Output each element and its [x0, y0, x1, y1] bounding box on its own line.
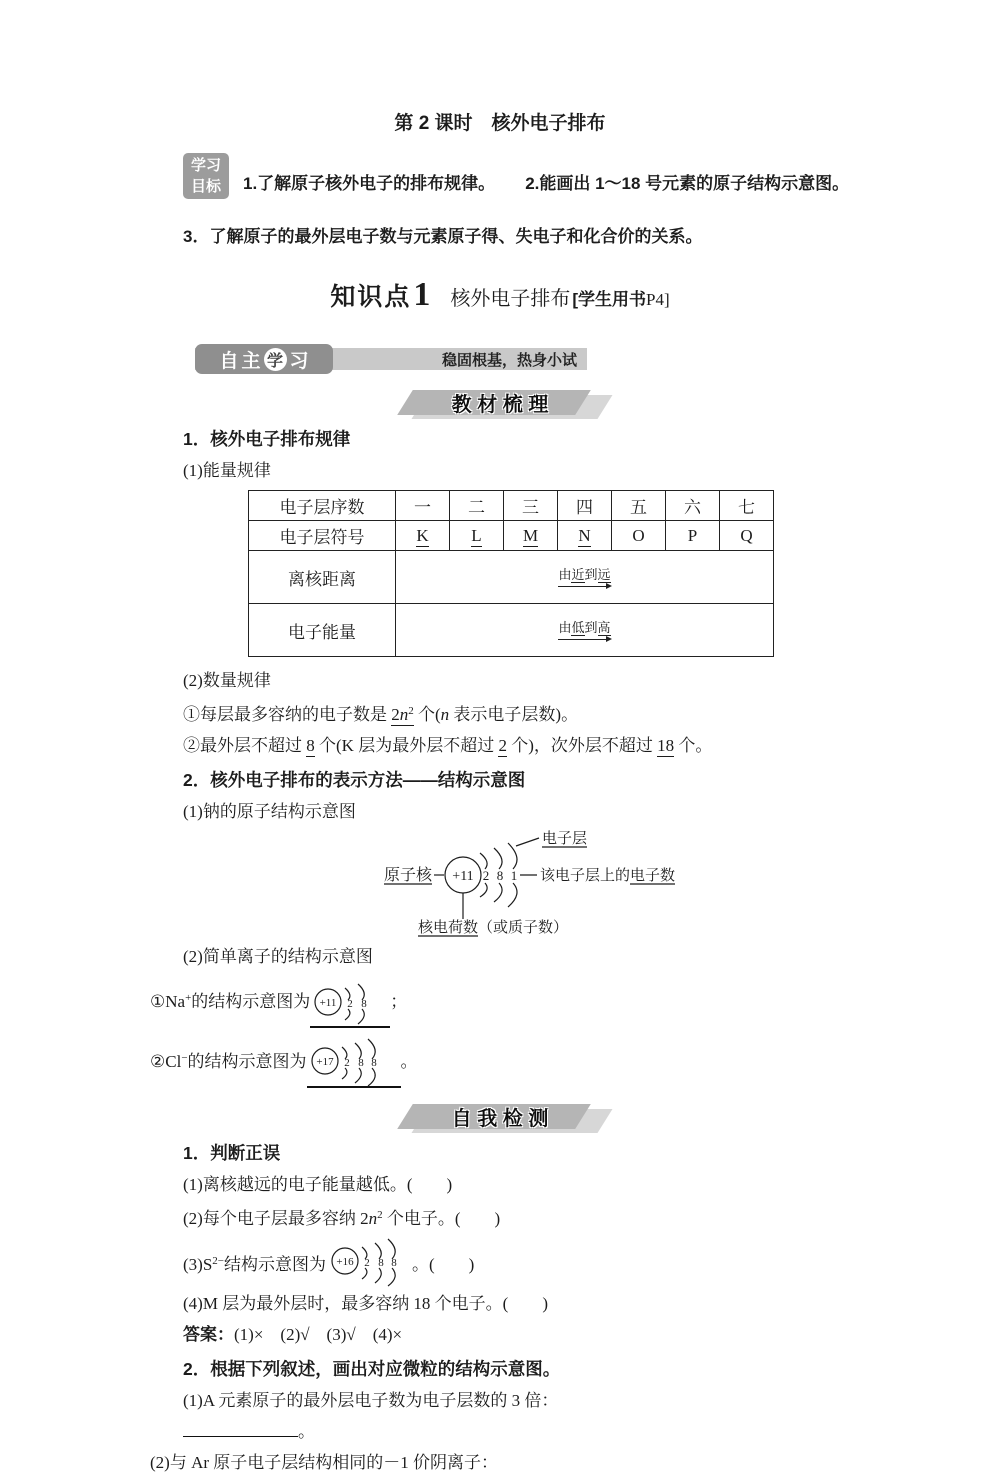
cell-shell-1: 一 — [396, 491, 450, 521]
cl-ion-pre: ②Cl — [150, 1052, 182, 1071]
knowledge-point-label: 知识点 — [330, 283, 412, 311]
cl-ion-answer-blank — [307, 1036, 401, 1088]
cell-shell-2: 二 — [450, 491, 504, 521]
cl-ion-mid: 的结构示意图为 — [187, 1052, 307, 1071]
cl-ion-end: 。 — [400, 1052, 418, 1071]
cl-ion-nucleus-charge: +17 — [315, 1056, 334, 1068]
cl-ion-charge-sign: − — [181, 1052, 188, 1064]
cell-shell-5: 五 — [612, 491, 666, 521]
objectives-block — [183, 153, 850, 199]
trend-pre: 由 — [558, 619, 572, 635]
na-ion-line — [150, 978, 850, 1028]
s-shell-2: 8 — [378, 1257, 384, 1269]
draw-question-1: (1)A 元素原子的最外层电子数为电子层数的 3 倍： — [183, 1391, 559, 1410]
charge-label: 核电荷数（或质子数） — [418, 920, 569, 936]
q2-pre: (2)每个电子层最多容纳 2 — [183, 1209, 369, 1228]
cell-shell-6: 六 — [666, 491, 720, 521]
judge-question-1: (1)离核越远的电子能量越低。( ) — [183, 1175, 453, 1194]
section-title-selftest: 自 我 检 测 — [451, 1108, 549, 1130]
knowledge-point-title: 核外电子排布 — [450, 288, 571, 310]
q3-pre: (3)S — [183, 1255, 213, 1274]
rule2-s1: ②最外层不超过 — [183, 736, 307, 755]
cell-symbol-K — [396, 521, 450, 551]
cl-shell-1: 2 — [343, 1057, 350, 1069]
selftest-heading-2: 2．根据下列叙述，画出对应微粒的结构示意图。 — [183, 1359, 561, 1379]
rule1-mid: 个( — [413, 705, 441, 724]
distance-trend — [558, 567, 612, 591]
na-shell-1: 2 — [347, 998, 354, 1010]
objective-3: 3．了解原子的最外层电子数与元素原子得、失电子和化合价的关系。 — [183, 227, 703, 246]
shell-1-count: 2 — [482, 868, 490, 883]
table-row-distance — [249, 551, 774, 604]
right-arrow-icon — [558, 583, 612, 591]
symbol-Q: Q — [720, 521, 774, 551]
table-row-shell-number — [249, 491, 774, 521]
page-title: 第 2 课时 核外电子排布 — [394, 113, 606, 134]
row-header-shell-number: 电子层序数 — [249, 491, 396, 521]
rule1-pre: ①每层最多容纳的电子数是 — [183, 705, 392, 724]
rule2-answer-18: 18 — [657, 736, 675, 755]
shell-arc-1 — [480, 853, 487, 869]
formula-var: n — [399, 705, 409, 724]
na-ion-structure-diagram — [312, 978, 378, 1026]
cl-shell-2: 8 — [357, 1057, 364, 1069]
rule1-formula — [391, 705, 414, 726]
draw-question-2: (2)与 Ar 原子电子层结构相同的－1 价阴离子： — [150, 1453, 499, 1472]
na-shell-2: 8 — [361, 998, 368, 1010]
self-study-banner — [195, 344, 850, 374]
formula-coeff: 2 — [391, 705, 400, 724]
right-arrow-icon — [558, 636, 612, 644]
row-header-distance: 离核距离 — [249, 551, 396, 604]
cell-symbol-L — [450, 521, 504, 551]
knowledge-point-number: 1 — [413, 276, 431, 313]
table-row-shell-symbol — [249, 521, 774, 551]
symbol-P: P — [666, 521, 720, 551]
cell-shell-7: 七 — [720, 491, 774, 521]
answer-blank-line — [183, 1418, 298, 1437]
blank-end-punct: 。 — [298, 1422, 315, 1441]
shell-arc-2 — [494, 848, 502, 869]
trend-answer-2: 远 — [597, 566, 611, 582]
q3-mid: 结构示意图为 — [224, 1255, 326, 1274]
q3-charge-sign: 2− — [212, 1255, 224, 1267]
review-heading-2: 2．核外电子排布的表示方法——结构示意图 — [183, 770, 526, 790]
section-header-review — [405, 390, 595, 418]
section-title-review: 教 材 梳 理 — [451, 394, 549, 416]
shell-3-count: 1 — [510, 868, 518, 883]
quantity-rule-2 — [183, 732, 850, 759]
cl-ion-line — [150, 1036, 850, 1088]
study-goal-badge — [183, 153, 229, 199]
energy-trend — [558, 620, 612, 644]
sodium-diagram-label: (1)钠的原子结构示意图 — [183, 802, 356, 821]
section-header-selftest — [405, 1104, 595, 1132]
energy-rule-label: (1)能量规律 — [183, 461, 271, 480]
trend-answer-2: 高 — [597, 619, 611, 635]
cl-ion-structure-diagram — [309, 1036, 389, 1086]
cell-symbol-N — [558, 521, 612, 551]
q3-end: 。( ) — [412, 1255, 475, 1274]
judge-question-3 — [183, 1236, 850, 1286]
objective-1: 1.了解原子核外电子的排布规律。 — [243, 174, 496, 193]
symbol-M: M — [522, 525, 539, 545]
rule2-answer-8: 8 — [306, 736, 315, 755]
answer-label: 答案： — [183, 1325, 234, 1344]
q2-post: 个电子。( ) — [382, 1209, 501, 1228]
q2-var: n — [368, 1209, 378, 1228]
cell-distance-trend — [396, 551, 774, 604]
ion-diagram-label: (2)简单离子的结构示意图 — [183, 947, 373, 966]
objectives-line1 — [243, 153, 849, 197]
rule1-post: 表示电子层数)。 — [449, 705, 579, 724]
knowledge-point-heading — [150, 276, 850, 314]
judge-question-4: (4)M 层为最外层时，最多容纳 18 个电子。( ) — [183, 1294, 549, 1313]
rule2-s3: 个)，次外层不超过 — [506, 736, 658, 755]
rule2-s2: 个(K 层为最外层不超过 — [314, 736, 499, 755]
answer-values: (1)× (2)√ (3)√ (4)× — [234, 1325, 403, 1344]
nucleus-label: 原子核 — [384, 867, 433, 884]
na-ion-charge-sign: + — [185, 992, 192, 1004]
na-ion-answer-blank — [310, 978, 390, 1028]
electron-count-label: 该电子层上的电子数 — [540, 868, 676, 884]
cell-shell-3: 三 — [504, 491, 558, 521]
shell-2-count: 8 — [496, 868, 504, 883]
symbol-K: K — [416, 525, 429, 545]
trend-mid: 到 — [584, 566, 598, 582]
badge-line1: 学习 — [190, 157, 221, 174]
electron-shell-table — [248, 490, 774, 657]
row-header-shell-symbol: 电子层符号 — [249, 521, 396, 551]
cell-symbol-M — [504, 521, 558, 551]
rule2-s4: 个。 — [674, 736, 713, 755]
trend-answer-1: 低 — [571, 619, 585, 635]
objective-2: 2.能画出 1～18 号元素的原子结构示意图。 — [525, 174, 850, 193]
s-shell-1: 2 — [364, 1257, 370, 1269]
draw-question-1-blank — [183, 1418, 850, 1445]
symbol-L: L — [471, 525, 482, 545]
trend-mid: 到 — [584, 619, 598, 635]
answer-line — [183, 1321, 850, 1348]
row-header-energy: 电子能量 — [249, 604, 396, 657]
cell-energy-trend — [396, 604, 774, 657]
cell-shell-4: 四 — [558, 491, 612, 521]
na-ion-end: ； — [390, 992, 408, 1011]
pill-char-3-circle: 学 — [264, 348, 287, 371]
trend-pre: 由 — [558, 566, 572, 582]
quantity-rule-1 — [183, 698, 850, 728]
rule1-var: n — [440, 705, 450, 724]
formula-exp: 2 — [408, 705, 414, 717]
book-reference-page: P4] — [646, 290, 670, 309]
symbol-O: O — [612, 521, 666, 551]
rule2-answer-2: 2 — [498, 736, 507, 755]
badge-line2: 目标 — [190, 178, 221, 195]
review-heading-1: 1．核外电子排布规律 — [183, 429, 351, 449]
shell-arc-3 — [508, 843, 517, 869]
pill-char-4: 习 — [289, 350, 309, 372]
symbol-N: N — [578, 525, 591, 545]
trend-answer-1: 近 — [571, 566, 585, 582]
q2-exp: 2 — [377, 1209, 383, 1221]
pill-char-2: 主 — [241, 350, 261, 372]
s-shell-3: 8 — [391, 1257, 397, 1269]
cl-shell-3: 8 — [370, 1057, 377, 1069]
s-ion-structure-diagram — [329, 1236, 409, 1286]
banner-tagline: 稳固根基，热身小试 — [441, 351, 577, 369]
pill-char-1: 自 — [219, 350, 239, 372]
table-row-energy — [249, 604, 774, 657]
na-ion-pre: ①Na — [150, 992, 186, 1011]
judge-question-2 — [183, 1202, 850, 1232]
selftest-heading-1: 1．判断正误 — [183, 1143, 281, 1163]
nucleus-charge: +11 — [452, 869, 474, 884]
book-reference-bold: [学生用书 — [572, 290, 647, 309]
shell-label: 电子层 — [542, 831, 588, 847]
sodium-atom-structure-diagram — [382, 829, 682, 939]
s-ion-nucleus-charge: +16 — [336, 1256, 354, 1268]
self-study-pill — [195, 344, 333, 374]
na-ion-nucleus-charge: +11 — [319, 997, 337, 1009]
quantity-rule-label: (2)数量规律 — [183, 671, 271, 690]
na-ion-mid: 的结构示意图为 — [191, 992, 311, 1011]
